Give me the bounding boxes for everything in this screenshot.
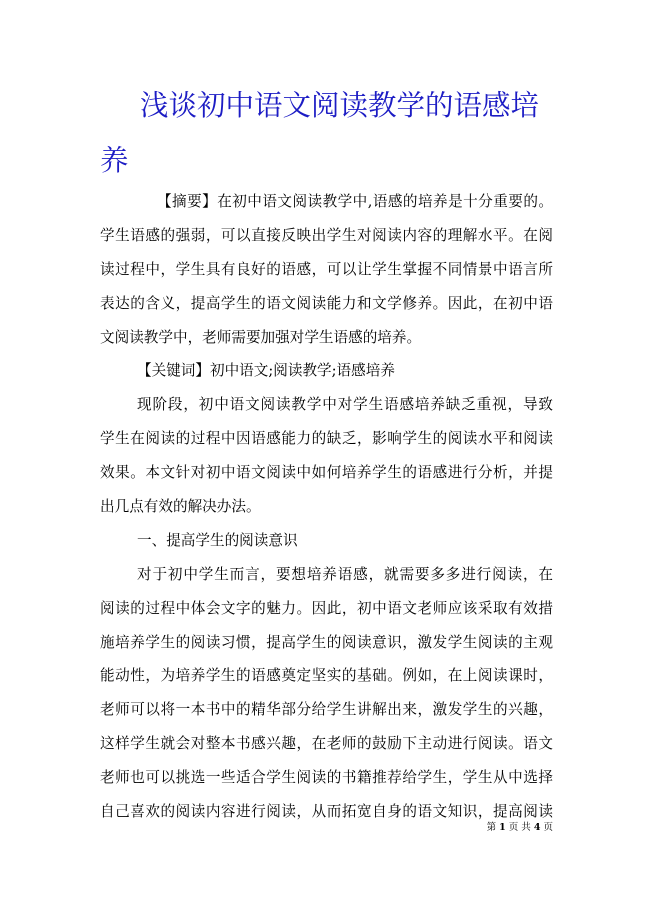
keywords-line: 【关键词】初中语文;阅读教学;语感培养: [137, 362, 395, 380]
total-pages-number: 4: [533, 822, 541, 833]
intro-paragraph: [100, 388, 553, 524]
intro-line: 出几点有效的解决办法。: [100, 498, 261, 516]
section-body-line: 对于初中学生而言，要想培养语感，就需要多多进行阅读，在: [137, 565, 553, 583]
abstract-line: 文阅读教学中，老师需要加强对学生语感的培养。: [100, 328, 422, 346]
footer-prefix: 第: [486, 822, 497, 833]
section-body-line: 这样学生就会对整本书感兴趣，在老师的鼓励下主动进行阅读。语文: [100, 735, 553, 753]
intro-line: 效果。本文针对初中语文阅读中如何培养学生的语感进行分析，并提: [100, 464, 553, 482]
section-body-line: 能动性，为培养学生的语感奠定坚实的基础。例如，在上阅读课时，: [100, 667, 553, 685]
abstract-line: 表达的含义，提高学生的语文阅读能力和文学修养。因此，在初中语: [100, 294, 553, 312]
abstract-line: 学生语感的强弱，可以直接反映出学生对阅读内容的理解水平。在阅: [100, 226, 553, 244]
footer-middle: 页 共: [508, 822, 531, 833]
page-number-footer: [487, 821, 553, 835]
section-body-paragraph: [100, 558, 553, 829]
current-page-number: 1: [499, 822, 506, 833]
document-body: [100, 185, 553, 829]
section-heading: 一、提高学生的阅读意识: [137, 531, 298, 549]
section-body-line: 施培养学生的阅读习惯，提高学生的阅读意识，激发学生阅读的主观: [100, 633, 553, 651]
section-body-line: 老师也可以挑选一些适合学生阅读的书籍推荐给学生，学生从中选择: [100, 769, 553, 787]
section-body-line: 阅读的过程中体会文字的魅力。因此，初中语文老师应该采取有效措: [100, 599, 553, 617]
abstract-line: 【摘要】在初中语文阅读教学中,语感的培养是十分重要的。: [157, 193, 553, 210]
intro-line: 学生在阅读的过程中因语感能力的缺乏，影响学生的阅读水平和阅读: [100, 430, 553, 448]
document-title: 浅谈初中语文阅读教学的语感培养: [100, 89, 540, 177]
abstract-paragraph: [100, 185, 553, 354]
section-body-line: 自己喜欢的阅读内容进行阅读，从而拓宽自身的语文知识，提高阅读: [100, 803, 553, 821]
section-body-line: 老师可以将一本书中的精华部分给学生讲解出来，激发学生的兴趣，: [100, 701, 553, 719]
abstract-line: 读过程中，学生具有良好的语感，可以让学生掌握不同情景中语言所: [100, 260, 553, 278]
intro-line: 现阶段，初中语文阅读教学中对学生语感培养缺乏重视，导致: [137, 396, 553, 414]
footer-suffix: 页: [543, 822, 553, 833]
